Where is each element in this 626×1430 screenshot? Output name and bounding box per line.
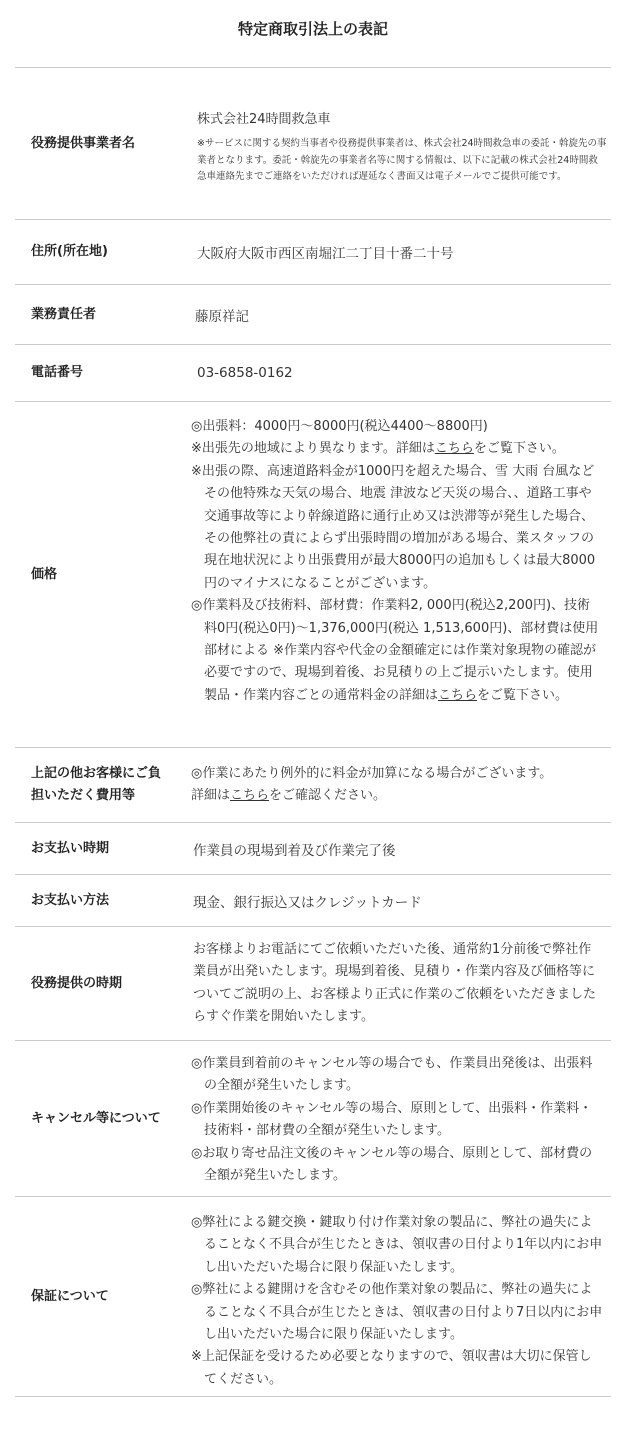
warranty-content bbox=[191, 1212, 603, 1391]
row-warranty bbox=[15, 1197, 611, 1396]
extra-cost-line: ◎作業にあたり例外的に料金が加算になる場合がございます。 bbox=[191, 766, 553, 781]
row-label: お支払い方法 bbox=[31, 892, 110, 908]
row-label: 役務提供事業者名 bbox=[31, 135, 136, 151]
provider-name: 株式会社24時間救急車 bbox=[197, 112, 331, 127]
address-value: 大阪府大阪市西区南堀江二丁目十番二十号 bbox=[197, 246, 454, 262]
row-label: 役務提供の時期 bbox=[31, 975, 123, 991]
cancel-content bbox=[191, 1053, 603, 1187]
divider bbox=[15, 1396, 611, 1397]
payment-method-value: 現金、銀行振込又はクレジットカード bbox=[193, 894, 422, 911]
row-cancel bbox=[15, 1041, 611, 1196]
details-link[interactable]: こちら bbox=[438, 687, 478, 703]
row-service-timing bbox=[15, 927, 611, 1040]
row-label: お支払い時期 bbox=[31, 840, 110, 856]
row-label: キャンセル等について bbox=[31, 1110, 161, 1126]
phone-value: 03-6858-0162 bbox=[197, 365, 293, 381]
row-label: 住所(所在地) bbox=[31, 244, 108, 259]
row-label: 業務責任者 bbox=[31, 306, 97, 322]
details-link[interactable]: こちら bbox=[230, 788, 270, 804]
manager-value: 藤原祥記 bbox=[195, 308, 249, 325]
price-travel-fee: ◎出張料：4000円〜8000円(税込4400〜8800円) bbox=[191, 419, 488, 434]
provider-note: ※サービスに関する契約当事者や役務提供事業者は、株式会社24時間救急車の委託・斡旋先の事業者となります。委託・斡旋先の事業者名等に関する情報は、以下に記載の株式会社24時間救急車連絡先までご連絡をいただければ遅延なく書面又は電子メールでご提供可能です。 bbox=[197, 138, 607, 182]
provider-content bbox=[197, 110, 609, 186]
row-payment-timing bbox=[15, 823, 611, 874]
details-link[interactable]: こちら bbox=[434, 441, 474, 457]
row-label: 保証について bbox=[31, 1288, 109, 1304]
row-provider bbox=[15, 68, 611, 219]
extra-cost-details: 詳細はこちらをご確認ください。 bbox=[191, 788, 387, 804]
row-phone bbox=[15, 345, 611, 401]
warranty-other-work: ◎弊社による鍵開けを含むその他作業対象の製品に、弊社の過失によることなく不具合が生じたときは、領収書の日付より7日以内にお申し出いただいた場合に限り保証いたします。 bbox=[191, 1282, 603, 1343]
row-payment-method bbox=[15, 875, 611, 926]
row-label: 価格 bbox=[31, 566, 58, 582]
price-work-fee: ◎作業料及び技術料、部材費：作業料2, 000円(税込2,200円)、技術料0円(税込0円)〜1,376,000円(税込 1,513,600円)、部材費は使用部材による ※作業内容や代金の金額確定には作業対象現物の確認が必要ですので、現場到着後、お見積りの上ご提示いたします。使用製品・作業内容ごとの通常料金の詳細はこちらをご覧下さい。 bbox=[191, 598, 599, 703]
price-surcharge-note: ※出張の際、高速道路料金が1000円を超えた場合、雪 大雨 台風などその他特殊な天気の場合、地震 津波など天災の場合、、道路工事や交通事故等により幹線道路に通行止め又は渋滞等が発生した場合、その他弊社の責によらず出張時間の増加がある場合、業スタッフの現在地状況により出張費用が最大8000円の追加もしくは最大8000円のマイナスになることがございます。 bbox=[191, 463, 596, 591]
extra-cost-content bbox=[191, 763, 603, 808]
row-label: 上記の他お客様にご負担いただく費用等 bbox=[31, 766, 162, 803]
price-content bbox=[191, 416, 603, 707]
cancel-after-start: ◎作業開始後のキャンセル等の場合、原則として、出張料・作業料・技術料・部材費の全額が発生いたします。 bbox=[191, 1100, 593, 1139]
row-extra-cost bbox=[15, 748, 611, 822]
page-title: 特定商取引法上の表記 bbox=[237, 20, 388, 38]
warranty-key-exchange: ◎弊社による鍵交換・鍵取り付け作業対象の製品に、弊社の過失によることなく不具合が生じたときは、領収書の日付より1年以内にお申し出いただいた場合に限り保証いたします。 bbox=[191, 1215, 603, 1275]
price-region-note: ※出張先の地域により異なります。詳細はこちらをご覧下さい。 bbox=[191, 441, 565, 457]
cancel-before-arrival: ◎作業員到着前のキャンセル等の場合でも、作業員出発後は、出張料の全額が発生いたします。 bbox=[191, 1056, 593, 1094]
payment-timing-value: 作業員の現場到着及び作業完了後 bbox=[193, 842, 396, 859]
row-manager bbox=[15, 285, 611, 344]
service-timing-value: お客様よりお電話にてご依頼いただいた後、通常約1分前後で弊社作業員が出発いたします。現場到着後、見積り・作業内容及び価格等についてご説明の上、お客様より正式に作業のご依頼をいただきましたらすぐ作業を開始いたします。 bbox=[193, 942, 597, 1025]
row-label: 電話番号 bbox=[31, 365, 84, 380]
row-address bbox=[15, 220, 611, 284]
row-price bbox=[15, 402, 611, 747]
cancel-after-order: ◎お取り寄せ品注文後のキャンセル等の場合、原則として、部材費の全額が発生いたします。 bbox=[191, 1145, 593, 1184]
warranty-receipt-note: ※上記保証を受けるため必要となりますので、領収書は大切に保管してください。 bbox=[191, 1349, 592, 1387]
